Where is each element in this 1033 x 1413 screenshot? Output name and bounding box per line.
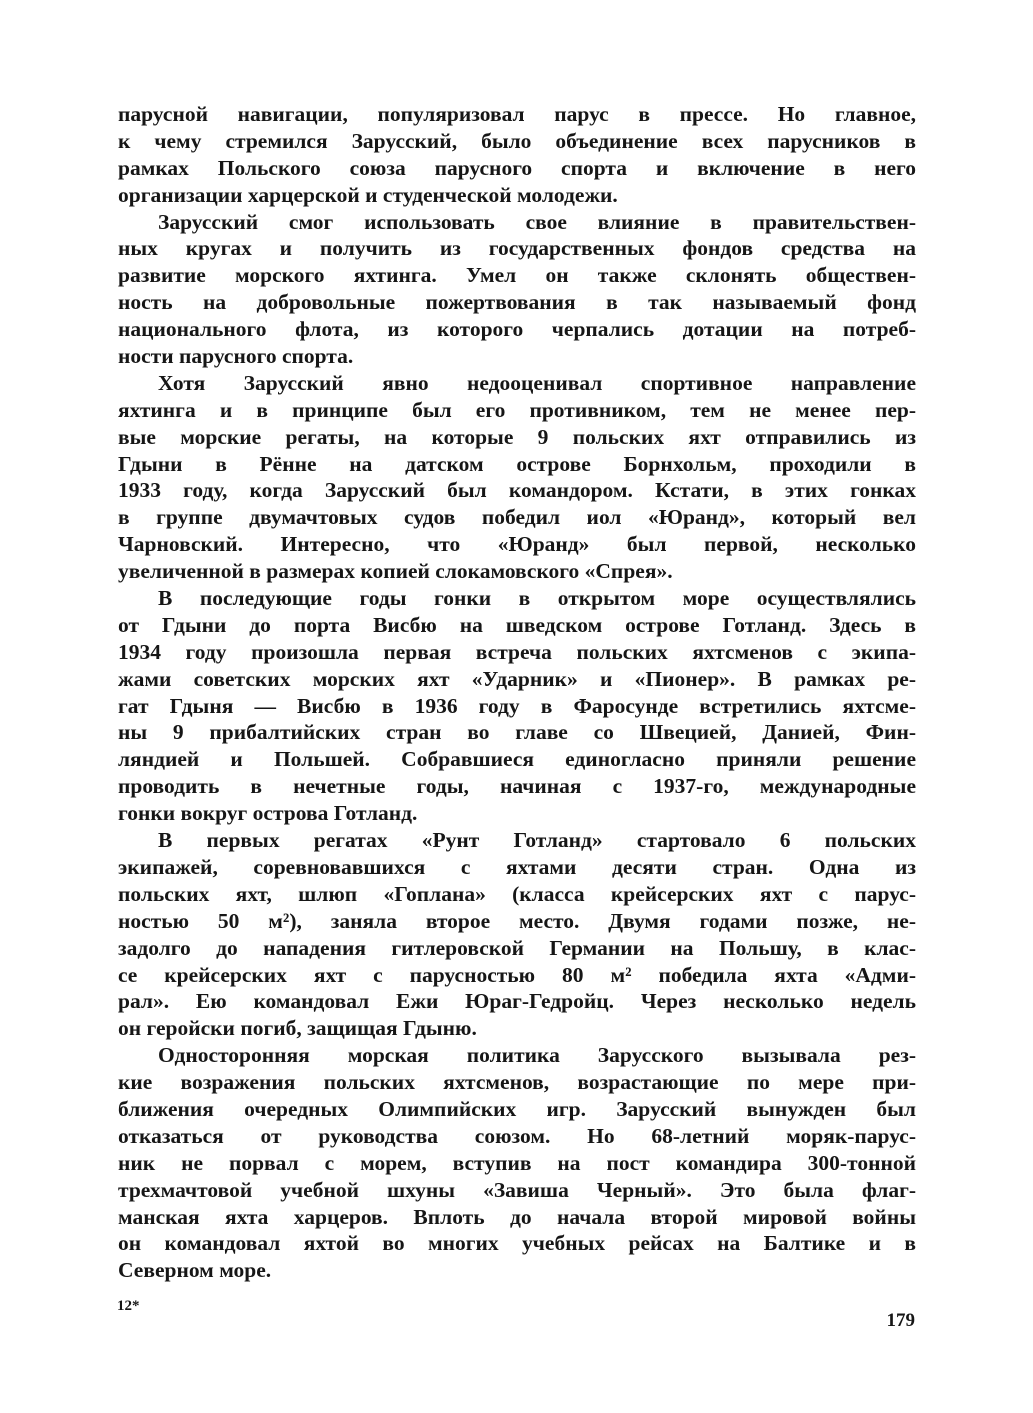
text-line: к чему стремился Зарусский, было объединение всех парусников в [118,128,916,153]
paragraph [118,370,916,585]
text-line: он командовал яхтой во многих учебных рейсах на Балтике и в [118,1231,916,1256]
text-line: кие возражения польских яхтсменов, возрастающие по мере при- [118,1070,916,1095]
text-line: национального флота, из которого черпались дотации на потреб- [118,317,916,342]
text-line: 1933 году, когда Зарусский был командором. Кстати, в этих гонках [118,478,916,503]
text-line: ближения очередных Олимпийских игр. Зарусский вынужден был [118,1096,916,1121]
text-line: Гдыни в Рённе на датском острове Борнхольм, проходили в [118,451,916,476]
text-line: Чарновский. Интересно, что «Юранд» был первой, несколько [118,532,916,557]
text-line: развитие морского яхтинга. Умел он также склонять обществен- [118,263,916,288]
signature-mark: 12* [117,1298,140,1314]
paragraph [118,101,916,209]
text-line: экипажей, соревновавшихся с яхтами десяти стран. Одна из [118,854,916,879]
paragraph [118,827,916,1042]
text-line: ляндией и Польшей. Собравшиеся единогласно приняли решение [118,747,916,772]
text-line: ностью 50 м²), заняла второе место. Двумя годами позже, не- [118,908,916,933]
text-line: организации харцерской и студенческой молодежи. [118,182,618,207]
text-line: В последующие годы гонки в открытом море осуществлялись [158,586,916,611]
text-line: ных кругах и получить из государственных фондов средства на [118,236,916,261]
text-line: от Гдыни до порта Висбю на шведском острове Готланд. Здесь в [118,612,916,637]
text-line: В первых регатах «Рунт Готланд» стартовало 6 польских [158,828,916,853]
text-line: увеличенной в размерах копией слокамовского «Спрея». [118,559,673,584]
text-line: парусной навигации, популяризовал парус в прессе. Но главное, [118,102,916,126]
text-line: задолго до нападения гитлеровской Германии на Польшу, в клас- [118,935,916,960]
text-line: 1934 году произошла первая встреча польских яхтсменов с экипа- [118,639,916,664]
page-number: 179 [886,1310,915,1331]
text-line: ности парусного спорта. [118,344,354,369]
text-line: отказаться от руководства союзом. Но 68-летний моряк-парус- [118,1123,916,1148]
paragraph [118,1042,916,1284]
text-line: польских яхт, шлюп «Гоплана» (класса крейсерских яхт с парус- [118,881,916,906]
text-line: в группе двумачтовых судов победил иол «Юранд», который вел [118,505,916,530]
text-line: гат Гдыня — Висбю в 1936 году в Фаросунде встретились яхтсме- [118,693,916,718]
text-line: Односторонняя морская политика Зарусского вызывала рез- [158,1043,916,1068]
text-line: Северном море. [118,1258,272,1283]
text-line: рамках Польского союза парусного спорта и включение в него [118,155,916,180]
text-line: манская яхта харцеров. Вплоть до начала второй мировой войны [118,1204,916,1229]
text-line: ны 9 прибалтийских стран во главе со Швецией, Данией, Фин- [118,720,916,745]
text-line: гонки вокруг острова Готланд. [118,801,418,826]
text-line: он геройски погиб, защищая Гдыню. [118,1016,477,1041]
text-line: ник не порвал с морем, вступив на пост командира 300-тонной [118,1150,916,1175]
text-line: ность на добровольные пожертвования в так называемый фонд [118,290,916,315]
text-line: трехмачтовой учебной шхуны «Завиша Черный». Это была флаг- [118,1177,916,1202]
text-line: Хотя Зарусский явно недооценивал спортивное направление [158,370,916,395]
text-line: рал». Ею командовал Ежи Юраг-Гедройц. Через несколько недель [118,989,916,1014]
paragraph [118,209,916,370]
text-line: яхтинга и в принципе был его противником, тем не менее пер- [118,397,916,422]
text-line: жами советских морских яхт «Ударник» и «Пионер». В рамках ре- [118,666,916,691]
paragraph [118,585,916,827]
text-line: Зарусский смог использовать свое влияние в правительствен- [158,209,916,234]
text-line: вые морские регаты, на которые 9 польских яхт отправились из [118,424,916,449]
body-text [118,101,916,1284]
text-line: проводить в нечетные годы, начиная с 1937-го, международные [118,774,916,799]
text-line: се крейсерских яхт с парусностью 80 м² победила яхта «Адми- [118,962,916,987]
